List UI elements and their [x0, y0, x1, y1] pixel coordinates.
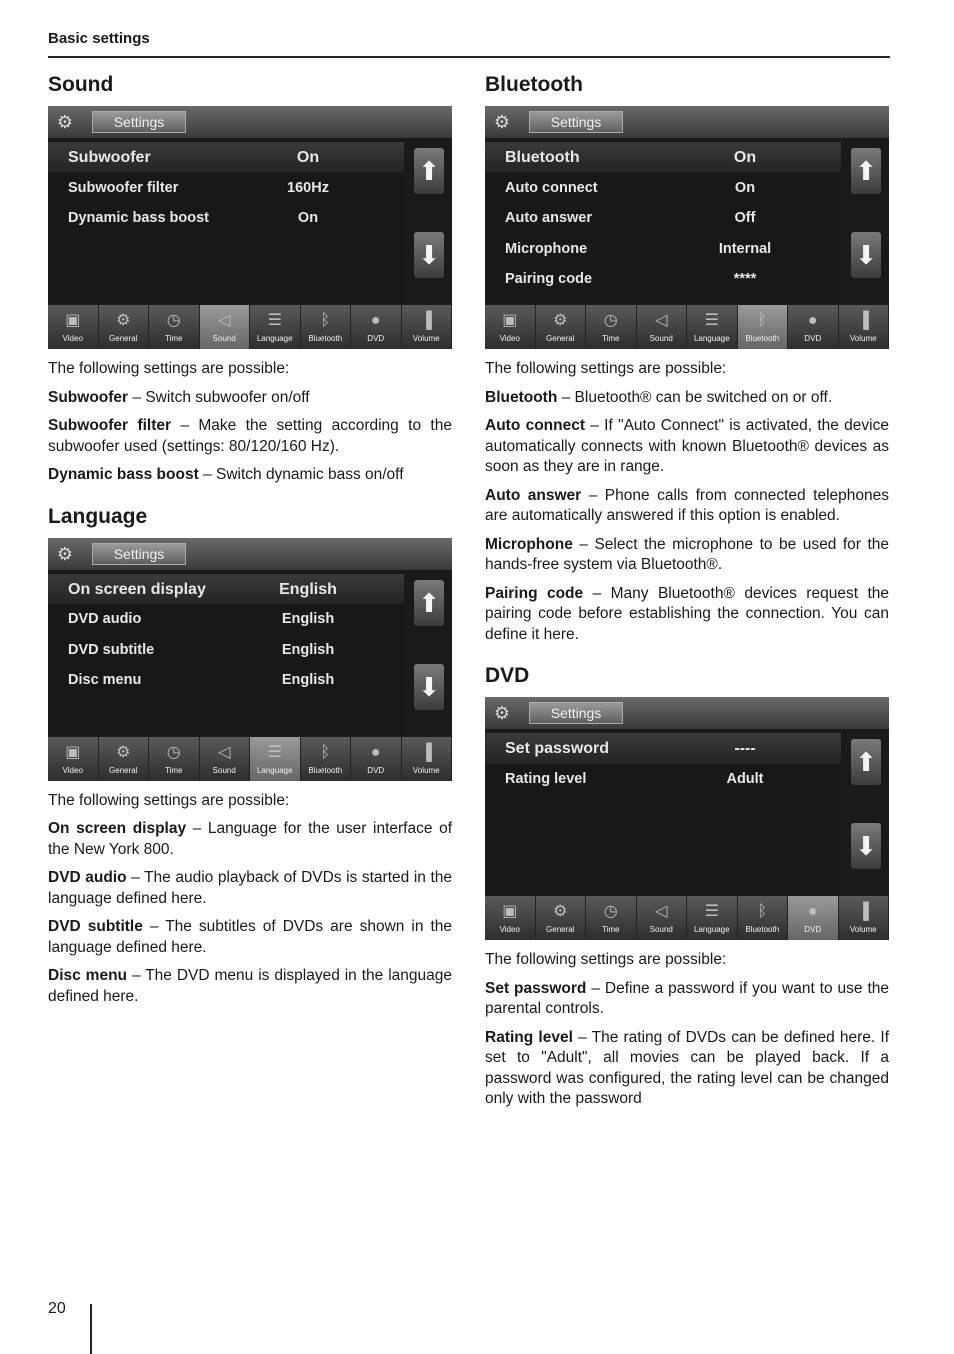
setting-description: [485, 416, 889, 478]
settings-title-tab: Settings: [92, 111, 186, 133]
settings-row[interactable]: [485, 733, 841, 764]
video-icon: ▣: [65, 743, 81, 761]
setting-term: On screen display: [48, 820, 187, 837]
video-icon: ▣: [65, 312, 81, 329]
settings-row[interactable]: [48, 665, 404, 696]
nav-tab-label: General: [546, 334, 575, 343]
bottom-nav-bar: [48, 737, 452, 781]
nav-tab-label: Language: [256, 765, 293, 775]
setting-term: Subwoofer filter: [48, 417, 172, 434]
nav-tab-volume[interactable]: [839, 896, 890, 940]
setting-description: [48, 416, 452, 457]
settings-list: [485, 733, 841, 895]
sound-descriptions: [48, 388, 452, 486]
setting-value: Adult: [726, 770, 764, 787]
setting-name: Auto connect: [505, 179, 598, 196]
setting-value: English: [279, 580, 337, 598]
speaker-icon: ◁: [655, 903, 668, 920]
section-title-sound: Sound: [48, 73, 114, 96]
header-rule: [48, 56, 890, 58]
nav-tab-label: Sound: [649, 334, 673, 343]
screen-title-bar: [48, 106, 452, 138]
nav-tab-label: Video: [499, 925, 520, 934]
nav-tab-label: Volume: [849, 925, 877, 934]
setting-desc-text: – Bluetooth® can be switched on or off.: [557, 388, 833, 406]
setting-name: Bluetooth: [505, 149, 580, 166]
disc-icon: ●: [370, 743, 381, 761]
nav-tab-bluetooth[interactable]: [738, 305, 789, 349]
nav-tab-video[interactable]: [485, 896, 536, 940]
nav-tab-bluetooth[interactable]: [738, 896, 789, 940]
setting-name: Set password: [505, 740, 610, 757]
volume-icon: ▐: [420, 743, 432, 761]
nav-tab-language[interactable]: [687, 896, 738, 940]
setting-desc-text: – Switch subwoofer on/off: [128, 388, 310, 406]
setting-value: On: [296, 149, 320, 166]
setting-description: [48, 917, 452, 958]
bluetooth-icon: ᛒ: [757, 903, 768, 920]
settings-row[interactable]: [485, 764, 841, 795]
general-icon: ⚙: [553, 903, 568, 920]
intro-text: The following settings are possible:: [48, 360, 290, 377]
setting-term: Bluetooth: [485, 388, 558, 406]
setting-description: [48, 819, 452, 860]
setting-term: Rating level: [485, 1028, 573, 1046]
setting-value: On: [734, 179, 756, 196]
page-number: 20: [48, 1300, 66, 1317]
general-icon: ⚙: [116, 743, 131, 761]
speaker-icon: ◁: [218, 312, 231, 329]
section-title-bluetooth: Bluetooth: [485, 73, 583, 96]
nav-tab-label: Sound: [649, 925, 673, 934]
nav-tab-label: Volume: [412, 765, 440, 775]
setting-description: [485, 535, 889, 576]
intro-text: The following settings are possible:: [485, 951, 727, 968]
clock-icon: ◷: [166, 743, 181, 761]
nav-tab-general[interactable]: [99, 737, 150, 781]
setting-description: [485, 388, 889, 409]
setting-description: [485, 486, 889, 527]
setting-desc-text: – The subtitles of DVDs are shown in the language defined here.: [48, 918, 452, 956]
nav-tab-volume[interactable]: [402, 305, 453, 349]
settings-row[interactable]: [485, 142, 841, 173]
nav-tab-label: Language: [693, 925, 730, 934]
nav-tab-label: Bluetooth: [745, 925, 780, 934]
settings-row[interactable]: [485, 234, 841, 265]
right-column: [485, 72, 889, 1118]
settings-row[interactable]: [48, 604, 404, 635]
setting-desc-text: – The audio playback of DVDs is started in the language defined here.: [48, 869, 452, 907]
screen-title-bar: [48, 538, 452, 570]
setting-value: On: [733, 149, 757, 166]
scroll-up-arrow-icon[interactable]: ⬆: [851, 148, 881, 194]
settings-list: [48, 574, 404, 736]
setting-value: ****: [733, 271, 757, 287]
language-icon: ☰: [267, 743, 282, 761]
screen-title-bar: [485, 106, 889, 138]
sound-section: [48, 72, 452, 486]
setting-description: [485, 584, 889, 646]
nav-tab-label: Video: [62, 334, 83, 343]
volume-icon: ▐: [857, 312, 869, 329]
setting-name: Microphone: [505, 240, 588, 257]
setting-name: Rating level: [505, 770, 587, 787]
scroll-down-arrow-icon[interactable]: ⬇: [414, 232, 444, 278]
settings-title-tab: Settings: [529, 702, 623, 724]
settings-gear-icon[interactable]: ⚙: [493, 112, 511, 132]
nav-tab-label: Volume: [849, 334, 877, 343]
disc-icon: ●: [807, 903, 818, 920]
nav-tab-video[interactable]: [48, 737, 99, 781]
sound-settings-screen: [48, 106, 452, 349]
setting-value: Off: [734, 210, 756, 226]
nav-tab-language[interactable]: [250, 737, 301, 781]
settings-row[interactable]: [48, 574, 404, 605]
nav-tab-dvd[interactable]: [351, 737, 402, 781]
nav-tab-sound[interactable]: [637, 896, 688, 940]
nav-tab-general[interactable]: [99, 305, 150, 349]
scroll-up-arrow-icon[interactable]: ⬆: [414, 580, 444, 626]
setting-term: Auto answer: [485, 486, 582, 504]
nav-tab-time[interactable]: [149, 737, 200, 781]
volume-icon: ▐: [420, 312, 432, 329]
nav-tab-label: Bluetooth: [308, 334, 343, 343]
nav-tab-general[interactable]: [536, 896, 587, 940]
setting-desc-text: – Select the microphone to be used for the hands-free system via Bluetooth®.: [485, 535, 889, 573]
nav-tab-general[interactable]: [536, 305, 587, 349]
nav-tab-label: Bluetooth: [745, 334, 780, 343]
settings-row[interactable]: [48, 635, 404, 666]
nav-tab-label: Video: [62, 765, 83, 775]
settings-gear-icon[interactable]: ⚙: [493, 703, 511, 723]
setting-desc-text: – Phone calls from connected telephones are automatically answered if this option is enabled.: [485, 486, 889, 524]
settings-row[interactable]: [485, 173, 841, 204]
setting-term: Dynamic bass boost: [48, 466, 199, 483]
setting-value: 160Hz: [287, 179, 329, 196]
nav-tab-label: Volume: [412, 334, 440, 343]
setting-term: Auto connect: [485, 417, 585, 434]
setting-term: Disc menu: [48, 967, 128, 984]
nav-tab-label: DVD: [804, 334, 822, 343]
disc-icon: ●: [370, 312, 381, 329]
settings-gear-icon[interactable]: ⚙: [56, 543, 74, 564]
nav-tab-bluetooth[interactable]: [301, 737, 352, 781]
clock-icon: ◷: [166, 312, 181, 329]
setting-desc-text: – Make the setting according to the subwoofer used (settings: 80/120/160 Hz).: [48, 417, 452, 455]
setting-description: [48, 966, 452, 1007]
language-icon: ☰: [267, 312, 282, 329]
setting-value: English: [281, 641, 335, 658]
settings-list: [48, 142, 404, 304]
setting-desc-text: – Many Bluetooth® devices request the pairing code before establishing the connection. You can define it here.: [485, 584, 889, 643]
intro-text: The following settings are possible:: [485, 360, 727, 377]
general-icon: ⚙: [553, 312, 568, 329]
nav-tab-language[interactable]: [250, 305, 301, 349]
setting-term: DVD audio: [48, 869, 127, 886]
scroll-down-arrow-icon[interactable]: ⬇: [414, 664, 444, 710]
setting-name: Disc menu: [68, 672, 142, 688]
nav-tab-sound[interactable]: [200, 737, 251, 781]
nav-tab-time[interactable]: [149, 305, 200, 349]
settings-row[interactable]: [48, 142, 404, 173]
setting-term: Set password: [485, 979, 587, 997]
screen-title-bar: [485, 697, 889, 729]
setting-desc-text: – Switch dynamic bass on/off: [198, 466, 404, 483]
language-settings-screen: [48, 538, 452, 781]
setting-name: Pairing code: [505, 271, 593, 287]
nav-tab-label: Time: [165, 334, 183, 343]
settings-row[interactable]: [48, 203, 404, 234]
speaker-icon: ◁: [218, 743, 231, 761]
nav-tab-label: Video: [499, 334, 520, 343]
intro-text: The following settings are possible:: [48, 791, 290, 809]
scroll-down-arrow-icon[interactable]: ⬇: [851, 823, 881, 869]
nav-tab-label: Time: [165, 765, 183, 775]
nav-tab-label: Sound: [212, 334, 236, 343]
setting-name: DVD subtitle: [68, 641, 155, 658]
volume-icon: ▐: [857, 903, 869, 920]
nav-tab-video[interactable]: [485, 305, 536, 349]
bottom-nav-bar: [48, 305, 452, 349]
setting-value: ----: [734, 740, 756, 757]
left-column: [48, 72, 452, 1015]
nav-tab-label: General: [109, 765, 138, 775]
nav-tab-language[interactable]: [687, 305, 738, 349]
bottom-nav-bar: [485, 896, 889, 940]
setting-description: [485, 1028, 889, 1110]
setting-description: [48, 388, 452, 409]
bluetooth-icon: ᛒ: [757, 312, 768, 329]
setting-value: Internal: [718, 240, 772, 257]
setting-value: On: [297, 210, 319, 226]
settings-row[interactable]: [48, 173, 404, 204]
scroll-up-arrow-icon[interactable]: ⬆: [414, 148, 444, 194]
general-icon: ⚙: [116, 312, 131, 329]
setting-term: Microphone: [485, 535, 573, 553]
nav-tab-sound[interactable]: [637, 305, 688, 349]
speaker-icon: ◁: [655, 312, 668, 329]
nav-tab-time[interactable]: [586, 896, 637, 940]
nav-tab-label: Time: [602, 925, 620, 934]
settings-row[interactable]: [485, 264, 841, 295]
nav-tab-video[interactable]: [48, 305, 99, 349]
section-title-dvd: DVD: [485, 664, 530, 687]
scroll-down-arrow-icon[interactable]: ⬇: [851, 232, 881, 278]
language-descriptions: [48, 819, 452, 1007]
setting-name: Subwoofer filter: [68, 179, 179, 196]
running-header: Basic settings: [48, 30, 150, 47]
setting-description: [485, 979, 889, 1020]
settings-list: [485, 142, 841, 304]
nav-tab-label: DVD: [367, 765, 385, 775]
dvd-descriptions: [485, 979, 889, 1110]
bluetooth-settings-screen: [485, 106, 889, 349]
setting-desc-text: – The DVD menu is displayed in the language defined here.: [48, 967, 452, 1005]
setting-name: On screen display: [68, 580, 206, 598]
nav-tab-label: DVD: [804, 925, 822, 934]
nav-tab-label: Bluetooth: [308, 765, 343, 775]
nav-tab-volume[interactable]: [402, 737, 453, 781]
nav-tab-time[interactable]: [586, 305, 637, 349]
settings-title-tab: Settings: [529, 111, 623, 133]
setting-name: Dynamic bass boost: [68, 210, 210, 226]
setting-desc-text: – Language for the user interface of the New York 800.: [48, 820, 452, 858]
language-icon: ☰: [704, 903, 719, 920]
clock-icon: ◷: [603, 903, 618, 920]
nav-tab-label: Language: [693, 334, 730, 343]
nav-tab-label: Language: [256, 334, 293, 343]
setting-desc-text: – Define a password if you want to use the parental controls.: [485, 979, 889, 1017]
footer-rule: [90, 1304, 92, 1354]
nav-tab-volume[interactable]: [839, 305, 890, 349]
settings-row[interactable]: [485, 203, 841, 234]
scroll-up-arrow-icon[interactable]: ⬆: [851, 739, 881, 785]
clock-icon: ◷: [603, 312, 618, 329]
setting-name: Subwoofer: [68, 149, 151, 166]
setting-desc-text: – The rating of DVDs can be defined here. If set to "Adult", all movies can be played back. If a password was configured, the rating level can be changed only with the password: [485, 1028, 889, 1107]
section-title-language: Language: [48, 504, 148, 528]
video-icon: ▣: [502, 903, 518, 920]
setting-value: English: [281, 672, 335, 688]
bluetooth-icon: ᛒ: [320, 312, 331, 329]
nav-tab-label: DVD: [367, 334, 385, 343]
setting-term: Pairing code: [485, 584, 584, 602]
setting-description: [48, 868, 452, 909]
setting-term: DVD subtitle: [48, 918, 143, 935]
dvd-settings-screen: [485, 697, 889, 940]
video-icon: ▣: [502, 312, 518, 329]
settings-title-tab: Settings: [92, 543, 186, 565]
settings-gear-icon[interactable]: ⚙: [56, 112, 74, 132]
nav-tab-label: Time: [602, 334, 620, 343]
nav-tab-dvd[interactable]: [788, 896, 839, 940]
language-icon: ☰: [704, 312, 719, 329]
setting-name: DVD audio: [68, 611, 142, 627]
dvd-section: [485, 663, 889, 1110]
setting-desc-text: – If "Auto Connect" is activated, the device automatically connects with known Bluetooth® devices as soon as they are in range.: [485, 417, 889, 475]
language-section: [48, 504, 452, 1008]
setting-description: [48, 465, 452, 486]
nav-tab-label: Sound: [212, 765, 236, 775]
bluetooth-descriptions: [485, 388, 889, 646]
nav-tab-dvd[interactable]: [788, 305, 839, 349]
nav-tab-label: General: [546, 925, 575, 934]
setting-name: Auto answer: [505, 210, 593, 226]
nav-tab-bluetooth[interactable]: [301, 305, 352, 349]
setting-value: English: [281, 611, 335, 627]
nav-tab-label: General: [109, 334, 138, 343]
setting-term: Subwoofer: [48, 388, 129, 406]
disc-icon: ●: [807, 312, 818, 329]
bluetooth-section: [485, 72, 889, 645]
bluetooth-icon: ᛒ: [320, 743, 331, 761]
bottom-nav-bar: [485, 305, 889, 349]
nav-tab-sound[interactable]: [200, 305, 251, 349]
nav-tab-dvd[interactable]: [351, 305, 402, 349]
